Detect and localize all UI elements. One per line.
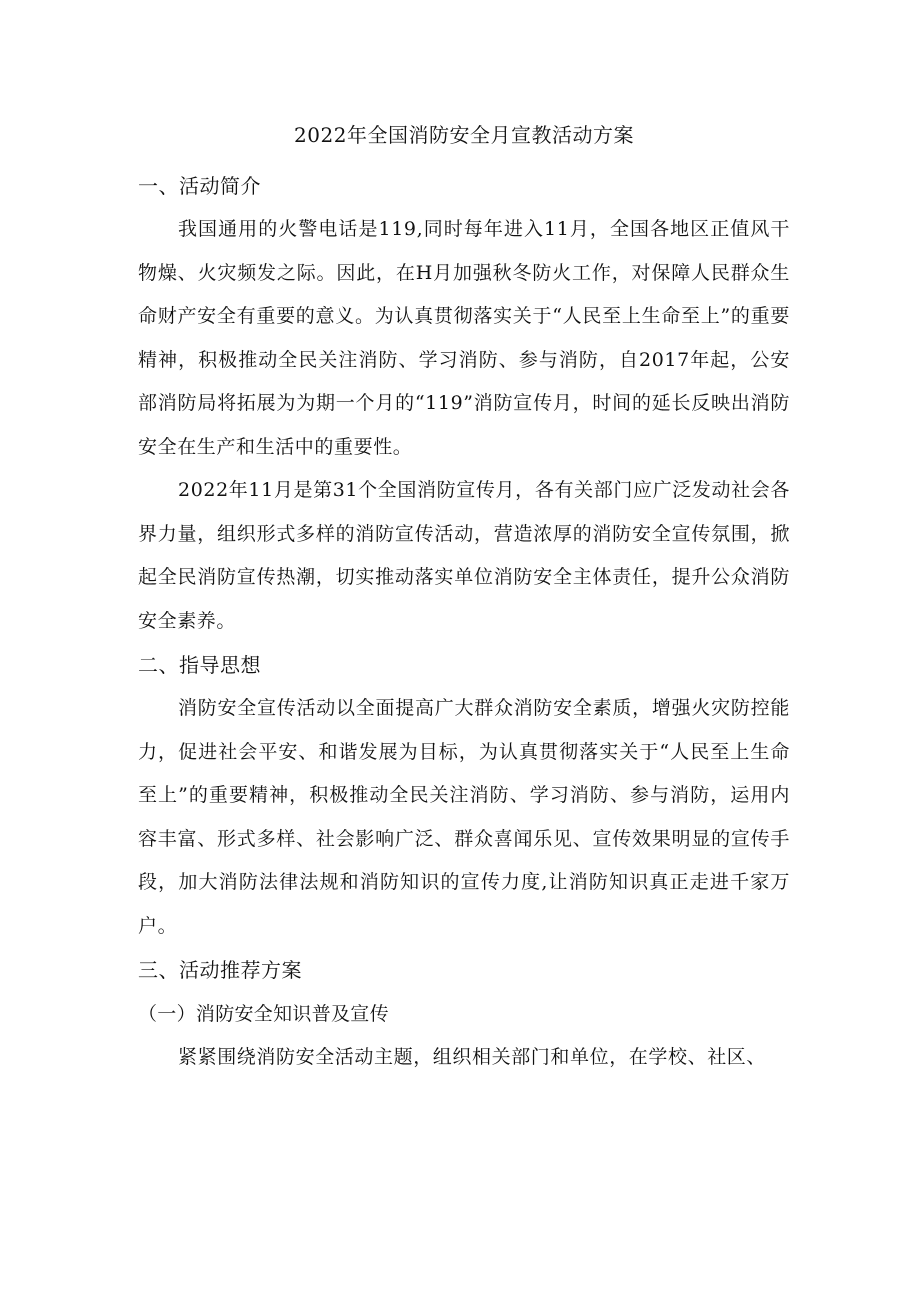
paragraph: 2022年11月是第31个全国消防宣传月，各有关部门应广泛发动社会各界力量，组织形式多样的消防宣传活动，营造浓厚的消防安全宣传氛围，掀起全民消防宣传热潮，切实推动落实单位消防安全主体责任，提升公众消防安全素养。 <box>138 479 790 632</box>
section-heading-guiding-ideology: 二、指导思想 <box>138 653 261 677</box>
paragraph: 紧紧围绕消防安全活动主题，组织相关部门和单位，在学校、社区、 <box>178 1046 767 1068</box>
section-heading-activity-plan: 三、活动推荐方案 <box>138 958 302 982</box>
section-heading-introduction: 一、活动简介 <box>138 174 261 198</box>
document-body <box>138 118 790 1080</box>
paragraph: 我国通用的火警电话是119,同时每年进入11月，全国各地区正值风干物燥、火灾频发之际。因此，在H月加强秋冬防火工作，对保障人民群众生命财产安全有重要的意义。为认真贯彻落实关于“人民至上生命至上”的重要精神，积极推动全民关注消防、学习消防、参与消防，自2017年起，公安部消防局将拓展为为期一个月的“119”消防宣传月，时间的延长反映出消防安全在生产和生活中的重要性。 <box>138 218 790 458</box>
document-title: 2022年全国消防安全月宣教活动方案 <box>294 123 634 147</box>
subsection-heading-knowledge-promotion: （一）消防安全知识普及宣传 <box>138 1003 389 1025</box>
paragraph: 消防安全宣传活动以全面提高广大群众消防安全素质，增强火灾防控能力，促进社会平安、和谐发展为目标，为认真贯彻落实关于“人民至上生命至上”的重要精神，积极推动全民关注消防、学习消防、参与消防，运用内容丰富、形式多样、社会影响广泛、群众喜闻乐见、宣传效果明显的宣传手段，加大消防法律法规和消防知识的宣传力度,让消防知识真正走进千家万户。 <box>138 697 790 937</box>
